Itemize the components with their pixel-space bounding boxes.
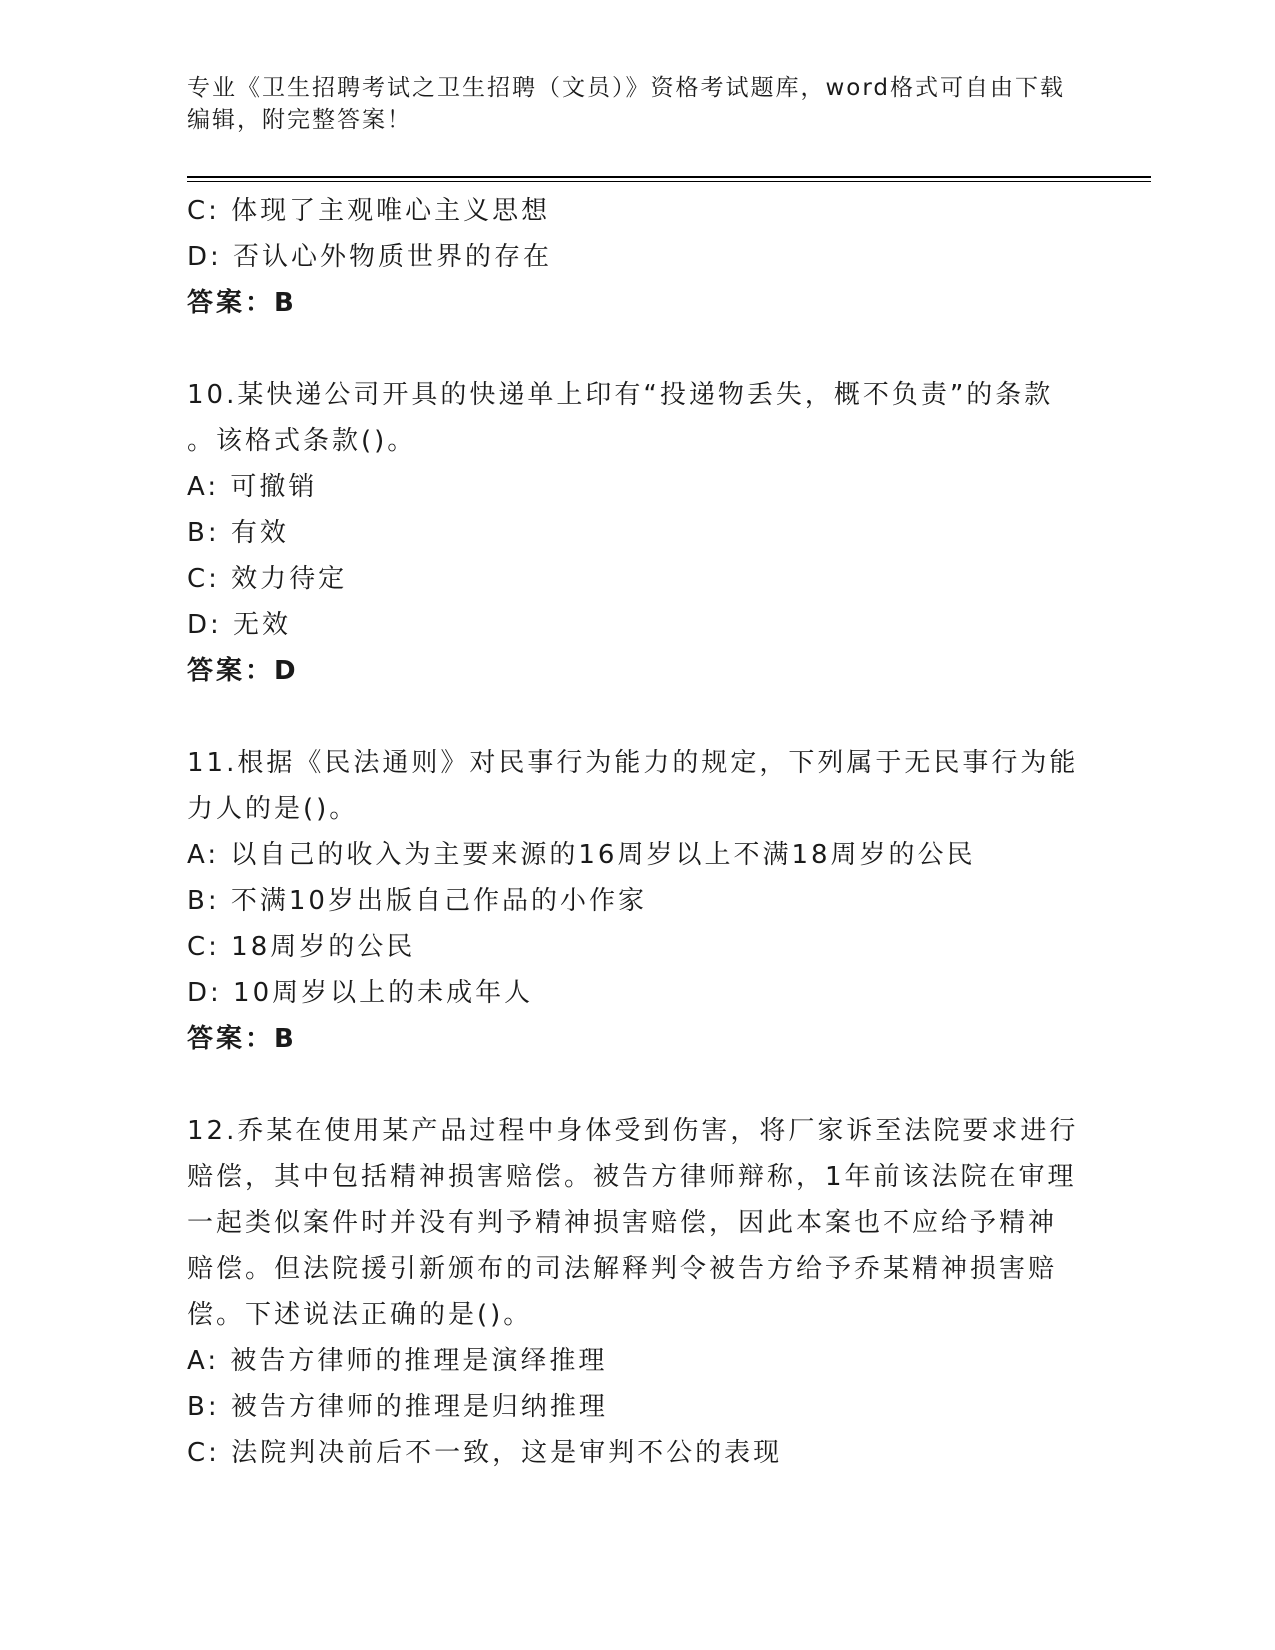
option-c: C: 体现了主观唯心主义思想 <box>187 196 551 226</box>
spacer <box>187 694 1087 740</box>
question-text: 一起类似案件时并没有判予精神损害赔偿，因此本案也不应给予精神 <box>187 1208 1058 1238</box>
option-d: D: 否认心外物质世界的存在 <box>187 242 553 272</box>
spacer <box>187 1062 1087 1108</box>
option-d: D: 无效 <box>187 610 292 640</box>
header-divider-thick <box>187 176 1151 178</box>
question-text: 赔偿。但法院援引新颁布的司法解释判令被告方给予乔某精神损害赔 <box>187 1254 1058 1284</box>
header-divider-thin <box>187 181 1151 182</box>
question-text: 11.根据《民法通则》对民事行为能力的规定，下列属于无民事行为能 <box>187 748 1079 778</box>
question-text: 赔偿，其中包括精神损害赔偿。被告方律师辩称，1年前该法院在审理 <box>187 1162 1077 1192</box>
option-a: A: 被告方律师的推理是演绎推理 <box>187 1346 608 1376</box>
answer: 答案：B <box>187 288 297 318</box>
option-a: A: 以自己的收入为主要来源的16周岁以上不满18周岁的公民 <box>187 840 976 870</box>
question-9-tail <box>187 188 1087 326</box>
question-text: 力人的是()。 <box>187 794 359 824</box>
question-10 <box>187 372 1087 694</box>
question-list <box>187 188 1087 1476</box>
header-line-2: 编辑，附完整答案！ <box>187 107 412 133</box>
option-b: B: 被告方律师的推理是归纳推理 <box>187 1392 608 1422</box>
option-c: C: 18周岁的公民 <box>187 932 416 962</box>
question-text: 。该格式条款()。 <box>187 426 417 456</box>
option-d: D: 10周岁以上的未成年人 <box>187 978 534 1008</box>
answer: 答案：D <box>187 656 299 686</box>
option-a: A: 可撤销 <box>187 472 318 502</box>
spacer <box>187 326 1087 372</box>
option-c: C: 法院判决前后不一致，这是审判不公的表现 <box>187 1438 783 1468</box>
document-header <box>187 72 1087 136</box>
header-line-1: 专业《卫生招聘考试之卫生招聘（文员）》资格考试题库，word格式可自由下载 <box>187 75 1066 101</box>
answer: 答案：B <box>187 1024 297 1054</box>
option-b: B: 不满10岁出版自己作品的小作家 <box>187 886 647 916</box>
question-text: 12.乔某在使用某产品过程中身体受到伤害，将厂家诉至法院要求进行 <box>187 1116 1079 1146</box>
question-11 <box>187 740 1087 1062</box>
question-12 <box>187 1108 1087 1476</box>
question-text: 偿。下述说法正确的是()。 <box>187 1300 533 1330</box>
option-b: B: 有效 <box>187 518 289 548</box>
option-c: C: 效力待定 <box>187 564 348 594</box>
question-text: 10.某快递公司开具的快递单上印有“投递物丢失，概不负责”的条款 <box>187 380 1054 410</box>
